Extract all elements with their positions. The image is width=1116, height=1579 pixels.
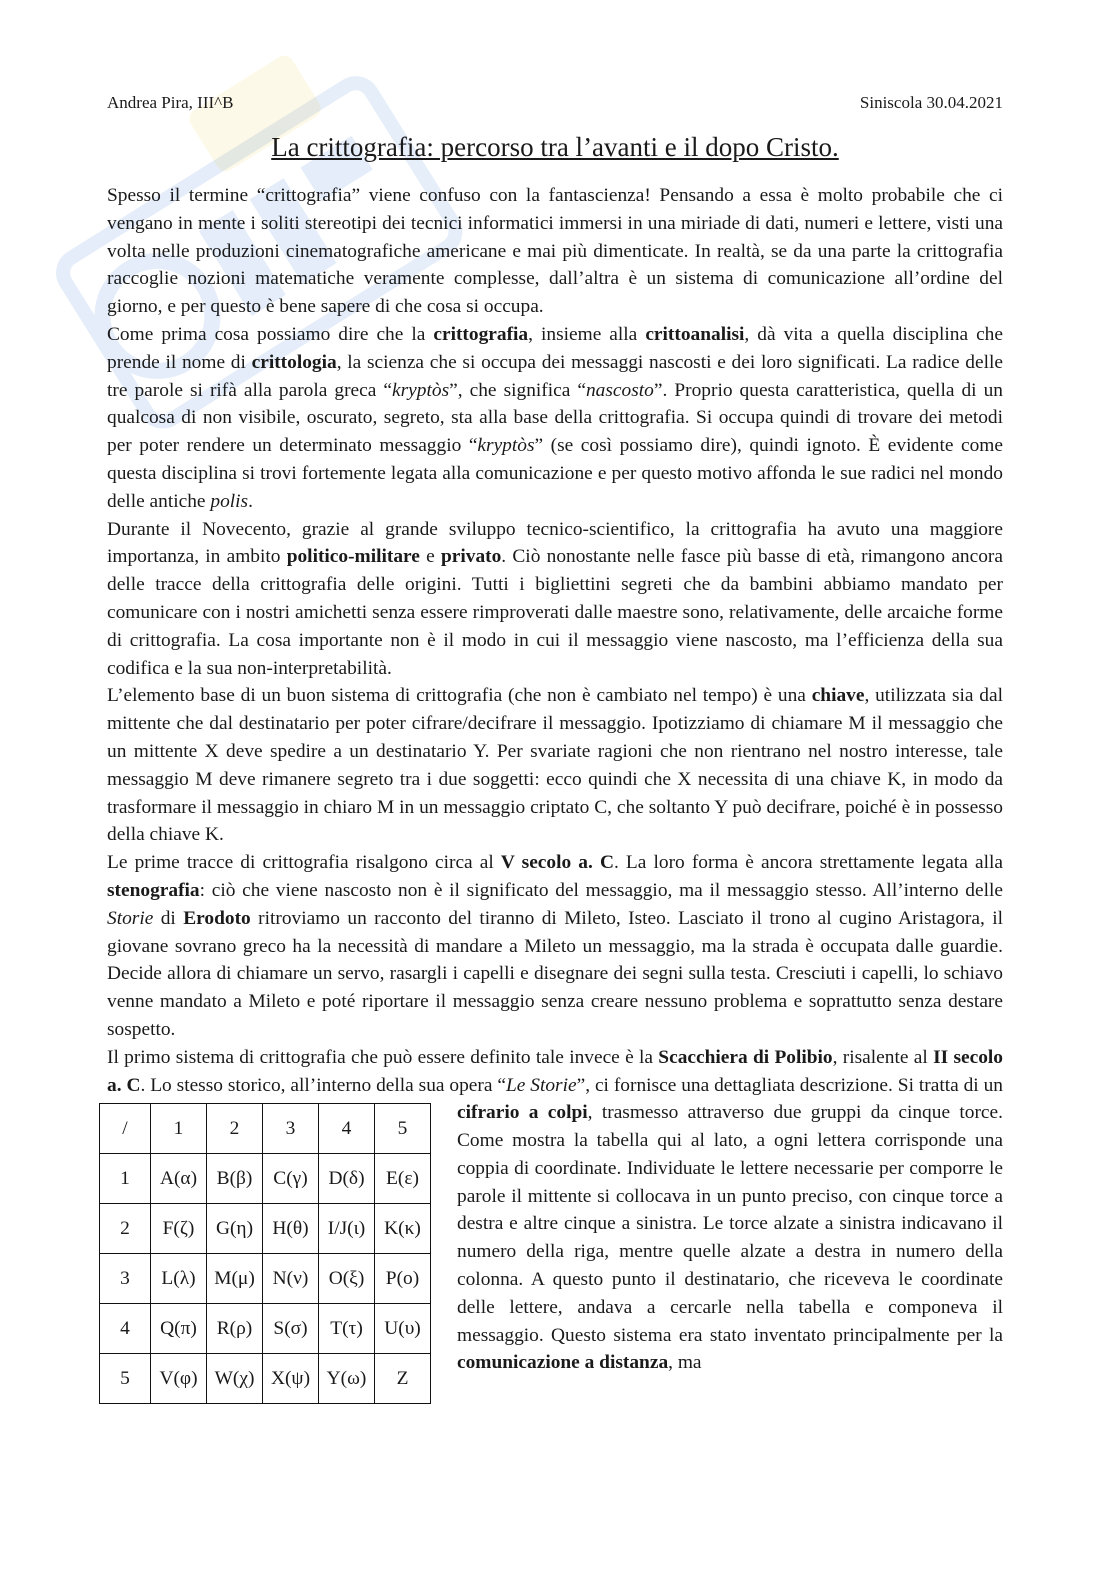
table-row	[100, 1204, 431, 1254]
p6-text-before-table: , trasmesso attraverso due gruppi da cinque	[587, 1102, 960, 1124]
table-cell: D(δ)	[319, 1154, 375, 1204]
table-header-cell: 1	[151, 1104, 207, 1154]
table-cell: H(θ)	[263, 1204, 319, 1254]
term-comunicazione-a-distanza: comunicazione a distanza	[457, 1352, 669, 1374]
term-crittologia: crittologia	[251, 351, 337, 373]
table-header-cell: 3	[263, 1104, 319, 1154]
table-row	[100, 1254, 431, 1304]
table-cell: 5	[100, 1354, 151, 1404]
table-cell: Z	[375, 1354, 431, 1404]
table-cell: 3	[100, 1254, 151, 1304]
table-cell: 2	[100, 1204, 151, 1254]
table-cell: F(ζ)	[151, 1204, 207, 1254]
table-cell: C(γ)	[263, 1154, 319, 1204]
term-crittografia: crittografia	[433, 323, 529, 345]
table-cell: I/J(ι)	[319, 1204, 375, 1254]
p6-text-after-table: torce. Come mostra la tabella qui al lato, a ogni lettera corrisponde una coppia di coordinate. Individuate le lettere necessarie per comporre le parole il mittente si collocava in un punto preciso, con cinque torce a destra e altre cinque a sinistra. Le torce alzate a sinistra indicavano il numero della riga, mentre quelle alzate a destra in numero della colonna. A questo punto il destinatario, che riceveva le coordinate delle lettere, andava a cercarle nella tabella e componeva il messaggio. Questo sistema era stato inventato principalmente per la	[457, 1102, 1003, 1346]
place-date: Siniscola 30.04.2021	[859, 93, 1003, 112]
author-line: Andrea Pira, III^B	[107, 93, 234, 112]
table-cell: W(χ)	[207, 1354, 263, 1404]
term-crittoanalisi: crittoanalisi	[645, 323, 745, 345]
table-header-row	[100, 1104, 431, 1154]
table-cell: G(η)	[207, 1204, 263, 1254]
table-cell: V(φ)	[151, 1354, 207, 1404]
table-cell: E(ε)	[375, 1154, 431, 1204]
table-cell: 1	[100, 1154, 151, 1204]
table-cell: O(ξ)	[319, 1254, 375, 1304]
table-header-cell: 4	[319, 1104, 375, 1154]
paragraph-3: Durante il Novecento, grazie al grande sviluppo tecnico-scientifico, la crittografia ha avuto una maggiore importanza, in ambito politico-militare e privato. Ciò nonostante nelle fasce più basse di età, rimangono ancora delle tracce della crittografia delle origini. Tutti i bigliettini segreti che da bambini abbiamo mandato per comunicare con i nostri amichetti senza essere rimproverati dalle maestre sono, relativamente, delle arcaiche forme di crittografia. La cosa importante non è il modo in cui il messaggio viene nascosto, ma l’efficienza della sua codifica e la sua non-interpretabilità.	[107, 518, 1003, 679]
table-cell: Y(ω)	[319, 1354, 375, 1404]
table-cell: Q(π)	[151, 1304, 207, 1354]
table-cell: S(σ)	[263, 1304, 319, 1354]
table-row	[100, 1304, 431, 1354]
table-cell: M(μ)	[207, 1254, 263, 1304]
polybius-square-table	[99, 1103, 431, 1404]
term-chiave: chiave	[811, 685, 865, 707]
paragraph-1: Spesso il termine “crittografia” viene confuso con la fantascienza! Pensando a essa è molto probabile che ci vengano in mente i soliti stereotipi dei tecnici informatici immersi in una miriade di dati, numeri e lettere, visti una volta nelle produzioni cinematografiche americane e mai più dimenticate. In realtà, se da una parte la crittografia raccoglie nozioni matematiche veramente complesse, dall’altra è un sistema di comunicazione all’ordine del giorno, e per questo è bene sapere di che cosa si occupa.	[107, 185, 1003, 318]
table-cell: U(υ)	[375, 1304, 431, 1354]
table-header-cell: 2	[207, 1104, 263, 1154]
paragraph-4: L’elemento base di un buon sistema di crittografia (che non è cambiato nel tempo) è una chiave, utilizzata sia dal mittente che dal destinatario per poter cifrare/decifrare il messaggio. Ipotizziamo di chiamare M il messaggio che un mittente X deve spedire a un destinatario Y. Per svariate ragioni che non rientrano nel nostro interesse, tale messaggio M deve rimanere segreto tra i due soggetti: ecco quindi che X necessita di una chiave K, in modo da trasformare il messaggio in chiaro M in un messaggio criptato C, che soltanto Y può decifrare, poiché è in possesso della chiave K.	[107, 685, 1003, 846]
table-cell: L(λ)	[151, 1254, 207, 1304]
paragraph-2: Come prima cosa possiamo dire che la crittografia, insieme alla crittoanalisi, dà vita a quella disciplina che prende il nome di crittologia, la scienza che si occupa dei messaggi nascosti e dei loro significati. La radice delle tre parole si rifà alla parola greca “kryptòs”, che significa “nascosto”. Proprio questa caratteristica, quella di un qualcosa di non visibile, oscurato, segreto, sta alla base della crittografia. Si occupa quindi di trovare dei metodi per poter rendere un determinato messaggio “kryptòs” (se così possiamo dire), quindi ignoto. È evidente come questa disciplina si trovi fortemente legata alla comunicazione e per questo motivo affonda le sue radici nel mondo delle antiche polis.	[107, 323, 1003, 512]
table-header-cell: /	[100, 1104, 151, 1154]
table-row	[100, 1154, 431, 1204]
table-cell: A(α)	[151, 1154, 207, 1204]
table-cell: 4	[100, 1304, 151, 1354]
table-cell: B(β)	[207, 1154, 263, 1204]
table-row	[100, 1354, 431, 1404]
table-cell: T(τ)	[319, 1304, 375, 1354]
document-title: La crittografia: percorso tra l’avanti e il dopo Cristo.	[271, 132, 839, 162]
document-body	[107, 182, 1003, 1419]
table-cell: X(ψ)	[263, 1354, 319, 1404]
table-cell: R(ρ)	[207, 1304, 263, 1354]
table-cell: K(κ)	[375, 1204, 431, 1254]
table-cell: P(ο)	[375, 1254, 431, 1304]
table-header-cell: 5	[375, 1104, 431, 1154]
table-cell: N(ν)	[263, 1254, 319, 1304]
polybius-table-wrap	[99, 1103, 443, 1419]
paragraph-6: Il primo sistema di crittografia che può essere definito tale invece è la Scacchiera di Polibio, risalente al II secolo a. C. Lo stesso storico, all’interno della sua opera “Le Storie”, ci fornisce una dettagliata descrizione. Si tratta di un cifrario a colpi, trasmesso attraverso due gruppi da cinque / 1 2 3 4 5 1 A(α) B(β) C(γ) D(δ) E(ε) 2 F(ζ) G(η) H(θ) I/J(ι) K(κ) 3 L(λ) M(μ) N(ν) O(ξ) P(ο) 4 Q(π) R(ρ) S(σ) T(τ) U(υ) 5 V(φ) W(χ) X(ψ) Y(ω) Z torce. Come mostra la tabella qui al lato, a ogni lettera corrisponde una coppia di coordinate. Individuate le lettere necessarie per comporre le parole il mittente si collocava in un punto preciso, con cinque torce a destra e altre cinque a sinistra. Le torce alzate a sinistra indicavano il numero della riga, mentre quelle alzate a destra in numero della colonna. A questo punto il destinatario, che riceveva le coordinate delle lettere, andava a cercarle nella tabella e componeva il messaggio. Questo sistema era stato inventato principalmente per la comunicazione a distanza, ma	[107, 1044, 1003, 1378]
paragraph-5: Le prime tracce di crittografia risalgono circa al V secolo a. C. La loro forma è ancora strettamente legata alla stenografia: ciò che viene nascosto non è il significato del messaggio, ma il messaggio stesso. All’interno delle Storie di Erodoto ritroviamo un racconto del tiranno di Mileto, Isteo. Lasciato il trono al cugino Aristagora, il giovane sovrano greco ha la necessità di mandare a Mileto un messaggio, ma la strada è occupata dalle guardie. Decide allora di chiamare un servo, rasargli i capelli e disegnare dei segni sulla testa. Cresciuti i capelli, lo schiavo venne mandato a Mileto e poté riportare il messaggio senza creare nessuno problema e soprattutto senza destare sospetto.	[107, 852, 1004, 1040]
